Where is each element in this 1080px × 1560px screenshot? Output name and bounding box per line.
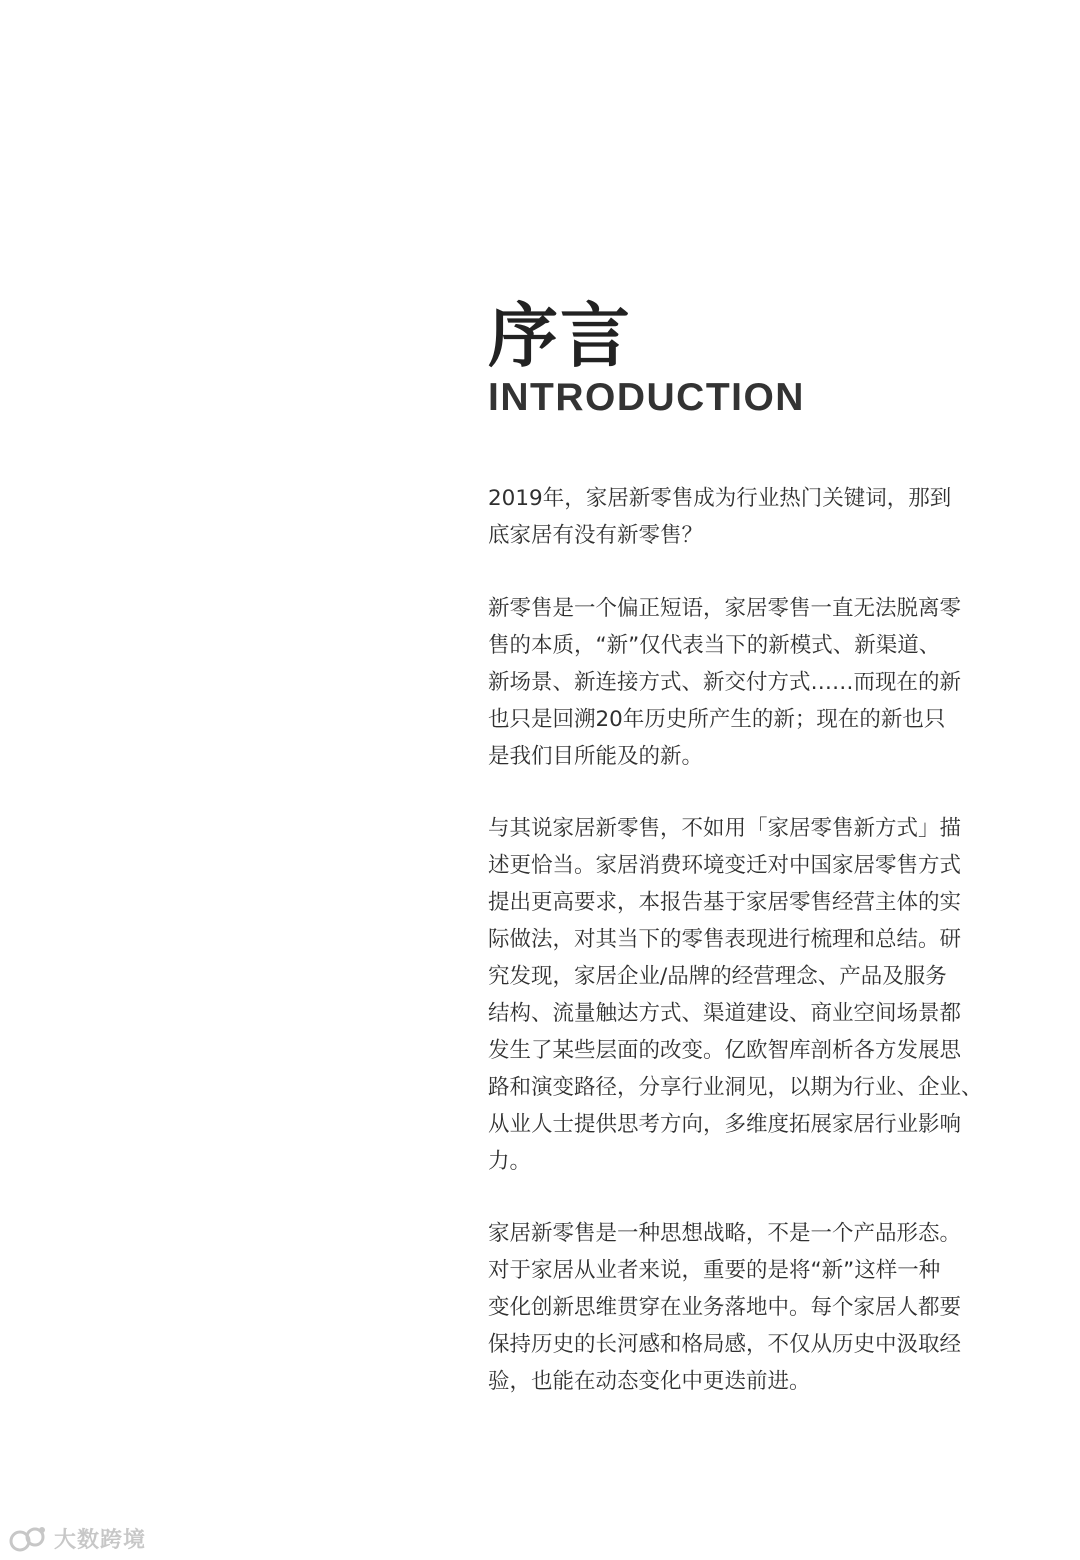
paragraph-2: 新零售是一个偏正短语，家居零售一直无法脱离零 售的本质，“新”仅代表当下的新模式、新渠道、 新场景、新连接方式、新交付方式……而现在的新 也只是回溯20年历史所产生的新；现在的新也只 是我们目所能及的新。 — [488, 596, 962, 769]
paragraph-1: 2019年，家居新零售成为行业热门关键词，那到 底家居有没有新零售？ — [488, 486, 952, 548]
watermark-text: 大数跨境 — [54, 1528, 147, 1553]
page-title: 序言 — [488, 295, 632, 377]
paragraph-3: 与其说家居新零售，不如用「家居零售新方式」描 述更恰当。家居消费环境变迁对中国家居零售方式 提出更高要求，本报告基于家居零售经营主体的实 际做法，对其当下的零售表现进行梳理和总结。研 究发现，家居企业/品牌的经营理念、产品及服务 结构、流量触达方式、渠道建设、商业空间场景都 发生了某些层面的改变。亿欧智库剖析各方发展思 路和演变路径，分享行业洞见，以期为行业、企业、 从业人士提供思考方向，多维度拓展家居行业影响 力。 — [488, 816, 983, 1174]
paragraph-4: 家居新零售是一种思想战略，不是一个产品形态。 对于家居从业者来说，重要的是将“新”这样一种 变化创新思维贯穿在业务落地中。每个家居人都要 保持历史的长河感和格局感，不仅从历史中汲取经 验，也能在动态变化中更迭前进。 — [488, 1221, 962, 1394]
watermark — [8, 1523, 146, 1554]
heading-block — [488, 296, 805, 420]
page-subtitle: INTRODUCTION — [488, 376, 805, 419]
brand-logo-icon — [8, 1524, 48, 1554]
